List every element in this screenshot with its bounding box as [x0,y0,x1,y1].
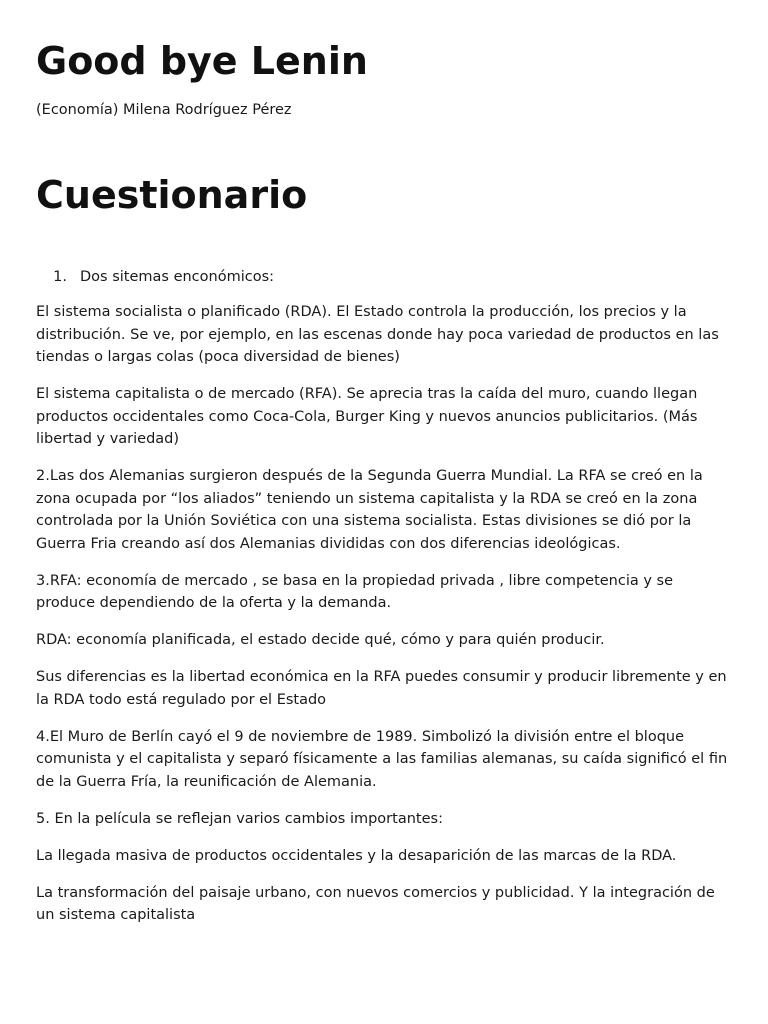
list-item-text: Dos sitemas enconómicos: [80,269,275,285]
list-item-number: 1. [53,269,67,285]
list-item [36,267,732,287]
paragraph: 2.Las dos Alemanias surgieron después de la Segunda Guerra Mundial. La RFA se creó en la zona ocupada por “los aliados” teniendo un sistema capitalista y la RDA se creó en la zona controlada por la Unión Soviética con una sistema socialista. Estas divisiones se dió por la Guerra Fria creando así dos Alemanias divididas con dos diferencias ideológicas. [36,468,703,552]
paragraph: 3.RFA: economía de mercado , se basa en la propiedad privada , libre competencia y se produce dependiendo de la oferta y la demanda. [36,572,674,611]
paragraph: 4.El Muro de Berlín cayó el 9 de noviembre de 1989. Simbolizó la división entre el bloque comunista y el capitalista y separó físicamente a las familias alemanas, su caída significó el fin de la Guerra Fría, la reunificación de Alemania. [36,728,728,790]
paragraph: El sistema socialista o planificado (RDA). El Estado controla la producción, los precios y la distribución. Se ve, por ejemplo, en las escenas donde hay poca variedad de productos en las tiendas o largas colas (poca diversidad de bienes) [36,304,719,365]
paragraph: 5. En la película se reflejan varios cambios importantes: [36,810,443,827]
document-title: Good bye Lenin [36,39,368,83]
paragraph: La transformación del paisaje urbano, con nuevos comercios y publicidad. Y la integración de un sistema capitalista [36,884,715,923]
paragraph: RDA: economía planificada, el estado decide qué, cómo y para quién producir. [36,632,605,648]
numbered-list [36,267,732,287]
document-author: (Economía) Milena Rodríguez Pérez [36,102,292,118]
paragraph: Sus diferencias es la libertad económica en la RFA puedes consumir y producir libremente y en la RDA todo está regulado por el Estado [36,669,727,708]
paragraph: La llegada masiva de productos occidentales y la desaparición de las marcas de la RDA. [36,847,677,864]
paragraph-body [36,301,732,927]
section-title: Cuestionario [36,173,308,217]
paragraph: El sistema capitalista o de mercado (RFA). Se aprecia tras la caída del muro, cuando llegan productos occidentales como Coca-Cola, Burger King y nuevos anuncios publicitarios. (Más libertad y variedad) [36,386,698,447]
